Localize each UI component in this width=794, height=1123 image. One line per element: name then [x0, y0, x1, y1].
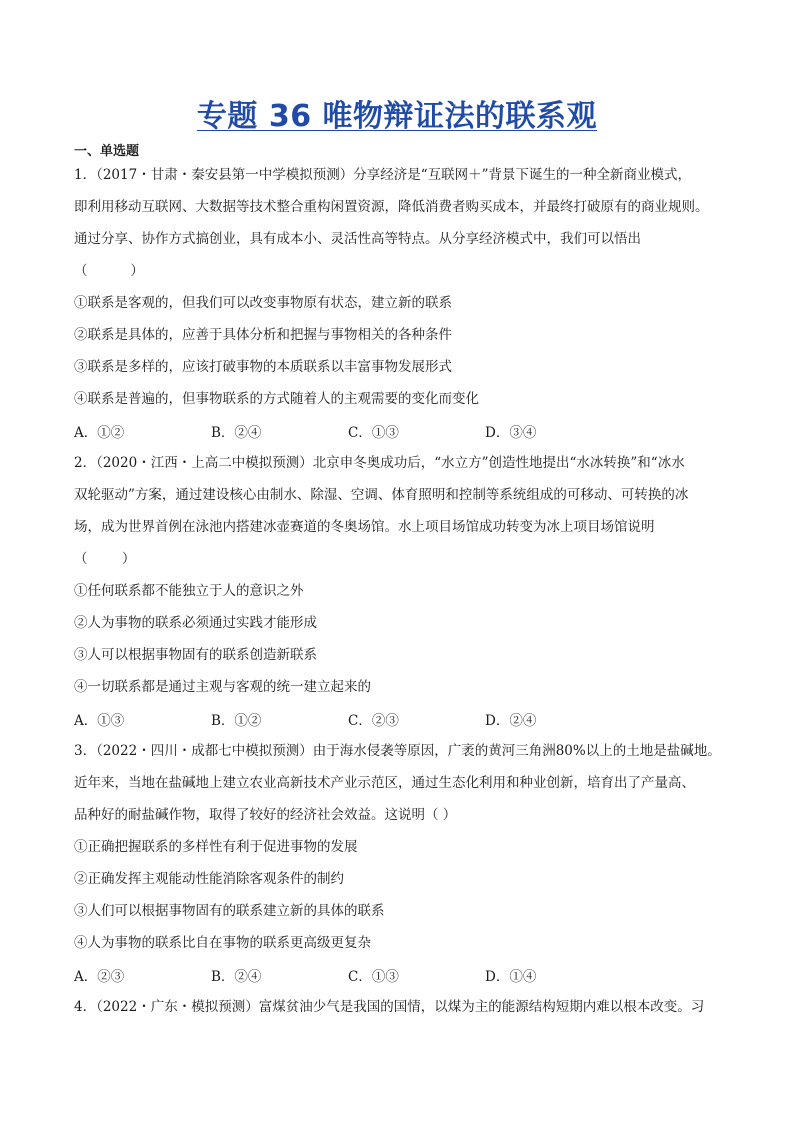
section-heading: 一、单选题 [74, 144, 140, 159]
question-stem-line: 品种好的耐盐碱作物，取得了较好的经济社会效益。这说明（ ） [74, 807, 457, 823]
option-statement: ④联系是普遍的，但事物联系的方式随着人的主观需要的变化而变化 [74, 391, 479, 407]
choice-row [74, 965, 634, 985]
page-title-text: 专题 36 唯物辩证法的联系观 [196, 99, 598, 134]
question-stem-line: 即利用移动互联网、大数据等技术整合重构闲置资源，降低消费者购买成本，并最终打破原有的商业规则。 [74, 199, 709, 215]
option-statement: ①联系是客观的，但我们可以改变事物原有状态，建立新的联系 [74, 295, 452, 311]
choice-d[interactable]: D．②④ [485, 713, 537, 729]
page-title [0, 98, 794, 136]
question-stem-line: 通过分享、协作方式搞创业，具有成本小、灵活性高等特点。从分享经济模式中，我们可以悟出 [74, 231, 641, 247]
option-statement: ①任何联系都不能独立于人的意识之外 [74, 583, 304, 599]
question-stem-line: 2．（2020・江西・上高二中模拟预测）北京申冬奥成功后，“水立方”创造性地提出“水冰转换”和“冰水 [74, 455, 685, 471]
choice-c[interactable]: C．①③ [348, 425, 399, 441]
choice-a[interactable]: A．①③ [74, 713, 125, 729]
choice-d[interactable]: D．③④ [485, 425, 537, 441]
option-statement: ④人为事物的联系比自在事物的联系更高级更复杂 [74, 935, 371, 951]
choice-row [74, 421, 634, 441]
option-statement: ③联系是多样的，应该打破事物的本质联系以丰富事物发展形式 [74, 359, 452, 375]
answer-blank: （ ） [74, 551, 136, 567]
choice-row [74, 709, 634, 729]
choice-d[interactable]: D．①④ [485, 969, 537, 985]
option-statement: ③人可以根据事物固有的联系创造新联系 [74, 647, 317, 663]
answer-blank: （ ） [74, 263, 144, 279]
question-stem-line: 4．（2022・广东・模拟预测）富煤贫油少气是我国的国情，以煤为主的能源结构短期内难以根本改变。习 [74, 999, 705, 1015]
option-statement: ②正确发挥主观能动性能消除客观条件的制约 [74, 871, 344, 887]
choice-b[interactable]: B．②④ [211, 425, 262, 441]
option-statement: ②人为事物的联系必须通过实践才能形成 [74, 615, 317, 631]
question-stem-line: 场，成为世界首例在泳池内搭建冰壶赛道的冬奥场馆。水上项目场馆成功转变为冰上项目场馆说明 [74, 519, 655, 535]
choice-a[interactable]: A．①② [74, 425, 125, 441]
option-statement: ①正确把握联系的多样性有利于促进事物的发展 [74, 839, 358, 855]
option-statement: ④一切联系都是通过主观与客观的统一建立起来的 [74, 679, 371, 695]
option-statement: ②联系是具体的，应善于具体分析和把握与事物相关的各种条件 [74, 327, 452, 343]
choice-b[interactable]: B．①② [211, 713, 262, 729]
choice-a[interactable]: A．②③ [74, 969, 125, 985]
choice-c[interactable]: C．②③ [348, 713, 399, 729]
option-statement: ③人们可以根据事物固有的联系建立新的具体的联系 [74, 903, 385, 919]
question-stem-line: 3．（2022・四川・成都七中模拟预测）由于海水侵袭等原因，广袤的黄河三角洲80%以上的土地是盐碱地。 [74, 743, 721, 759]
question-stem-line: 1．（2017・甘肃・秦安县第一中学模拟预测）分享经济是“互联网＋”背景下诞生的一种全新商业模式， [74, 167, 691, 183]
question-stem-line: 近年来，当地在盐碱地上建立农业高新技术产业示范区，通过生态化利用和种业创新，培育出了产量高、 [74, 775, 695, 791]
choice-c[interactable]: C．①③ [348, 969, 399, 985]
choice-b[interactable]: B．②④ [211, 969, 262, 985]
question-stem-line: 双轮驱动”方案，通过建设核心由制水、除湿、空调、体育照明和控制等系统组成的可移动、可转换的冰 [74, 487, 689, 503]
